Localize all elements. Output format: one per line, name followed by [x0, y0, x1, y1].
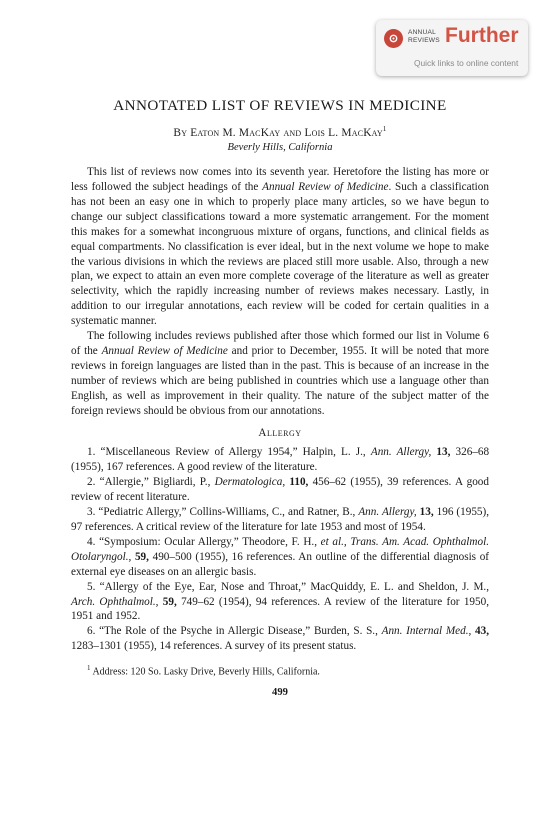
further-title: Further: [445, 24, 519, 47]
reference-item: [71, 624, 489, 654]
reference-title: “Pediatric Allergy,”: [98, 505, 187, 518]
intro-paragraph-1: This list of reviews now comes into its seventh year. Heretofore the listing has more or less followed the subject headings of the Annual Review of Medicine. Such a classification has not been an easy one in which to properly place many articles, so we have begun to change our subject classifications toward a more systematic arrangement. For the moment this makes for a somewhat incongruous mixture of organs, functions, and clinical fields as equal compartments. No classification is ever ideal, but in the next volume we hope to make the various divisions in which the reviews are placed still more usable. Also, through a new plan, we expect to attain an even more complete coverage of the literature as well as greater selectivity, which the rapidly increasing number of reviews makes necessary. Lastly, in addition to our irregular annotations, each review will be coded for certain qualities in a systematic manner.: [71, 165, 489, 328]
reference-volume: 43,: [475, 625, 490, 638]
reference-journal: Ann. Allergy,: [358, 505, 417, 518]
reference-details: 490–500 (1955), 16 references. An outline of the differential diagnosis of external eye diseases on an allergic basis.: [71, 550, 490, 578]
reference-item: [71, 535, 489, 580]
location: Beverly Hills, California: [227, 141, 333, 153]
reference-title: “The Role of the Psyche in Allergic Disease,”: [99, 625, 311, 638]
reference-authors: Collins-Williams, C., and Ratner, B.,: [189, 505, 356, 518]
reference-title: “Allergy of the Eye, Ear, Nose and Throat,”: [99, 580, 307, 593]
reference-details: 196 (1955), 97 references. A critical review of the literature for late 1953 and most of 1954.: [71, 505, 490, 533]
article-title: ANNOTATED LIST OF REVIEWS IN MEDICINE: [113, 97, 447, 114]
footnote-ref: 1: [382, 125, 387, 133]
reference-volume: 13,: [419, 505, 434, 518]
intro-paragraph-2: The following includes reviews published after those which formed our list in Volume 6 of the Annual Review of Medicine and prior to December, 1955. It will be noted that more reviews in foreign languages are listed than in the past. This is because of an increase in the number of reviews which are being published in countries which use a language other than English, as well as improvement in their quality. The nature of the subject matter of the foreign reviews should be obvious from our annotations.: [71, 330, 489, 418]
author-2: Lois L. MacKay: [304, 126, 383, 139]
byline: By Eaton M. MacKay and Lois L. MacKay$^1$: [173, 125, 387, 139]
reference-item: [71, 445, 489, 475]
reference-title: “Miscellaneous Review of Allergy 1954,”: [100, 446, 298, 458]
reference-item: [71, 505, 489, 535]
reference-details: 1283–1301 (1955), 14 references. A survey of its present status.: [71, 640, 357, 653]
reference-details: 456–62 (1955), 39 references. A good review of recent literature.: [71, 475, 489, 503]
further-subtitle: Quick links to online content: [414, 58, 519, 68]
annual-reviews-logo-icon: [384, 29, 403, 48]
further-badge[interactable]: [376, 20, 528, 76]
reference-title: “Symposium: Ocular Allergy,”: [99, 535, 239, 548]
reference-authors: Theodore, F. H.,: [242, 535, 317, 548]
reference-etal: et al.,: [320, 535, 347, 548]
reference-volume: 13,: [436, 446, 451, 458]
reference-number: 1.: [87, 446, 96, 458]
reference-number: 4.: [87, 535, 96, 548]
reference-number: 5.: [87, 580, 96, 593]
reference-volume: 110,: [289, 475, 309, 488]
reference-number: 3.: [87, 505, 96, 518]
author-1: Eaton M. MacKay: [190, 126, 281, 139]
reference-title: “Allergie,”: [99, 475, 149, 488]
reference-journal: Ann. Internal Med.,: [381, 625, 472, 638]
section-heading-allergy: Allergy: [258, 427, 302, 439]
reference-item: [71, 475, 489, 505]
reference-authors: Burden, S. S.,: [313, 625, 378, 638]
reference-authors: Bigliardi, P.,: [153, 475, 211, 488]
reference-journal: Arch. Ophthalmol.,: [71, 595, 159, 608]
page-number: 499: [272, 686, 288, 698]
reference-number: 6.: [87, 625, 96, 638]
reference-list: [71, 445, 489, 654]
reference-item: [71, 580, 489, 625]
reference-journal: Ann. Allergy,: [370, 446, 432, 458]
reference-journal: Trans. Am. Acad. Ophthalmol. Otolaryngol.,: [71, 535, 489, 563]
reference-details: 749–62 (1954), 94 references. A review of the literature for 1950, 1951 and 1952.: [71, 595, 489, 623]
reference-details: 326–68 (1955), 167 references. A good review of the literature.: [71, 446, 490, 473]
reference-journal: Dermatologica,: [214, 475, 286, 488]
annual-reviews-wordmark: ANNUAL REVIEWS: [408, 29, 440, 44]
footnote: $^1$ Address: 120 So. Lasky Drive, Beverly Hills, California.: [87, 664, 320, 678]
article-page: [71, 96, 489, 698]
reference-number: 2.: [87, 475, 96, 488]
reference-authors: MacQuiddy, E. L. and Sheldon, J. M.,: [310, 580, 490, 593]
reference-volume: 59,: [134, 550, 149, 563]
reference-authors: Halpin, L. J.,: [302, 446, 366, 458]
reference-volume: 59,: [162, 595, 177, 608]
